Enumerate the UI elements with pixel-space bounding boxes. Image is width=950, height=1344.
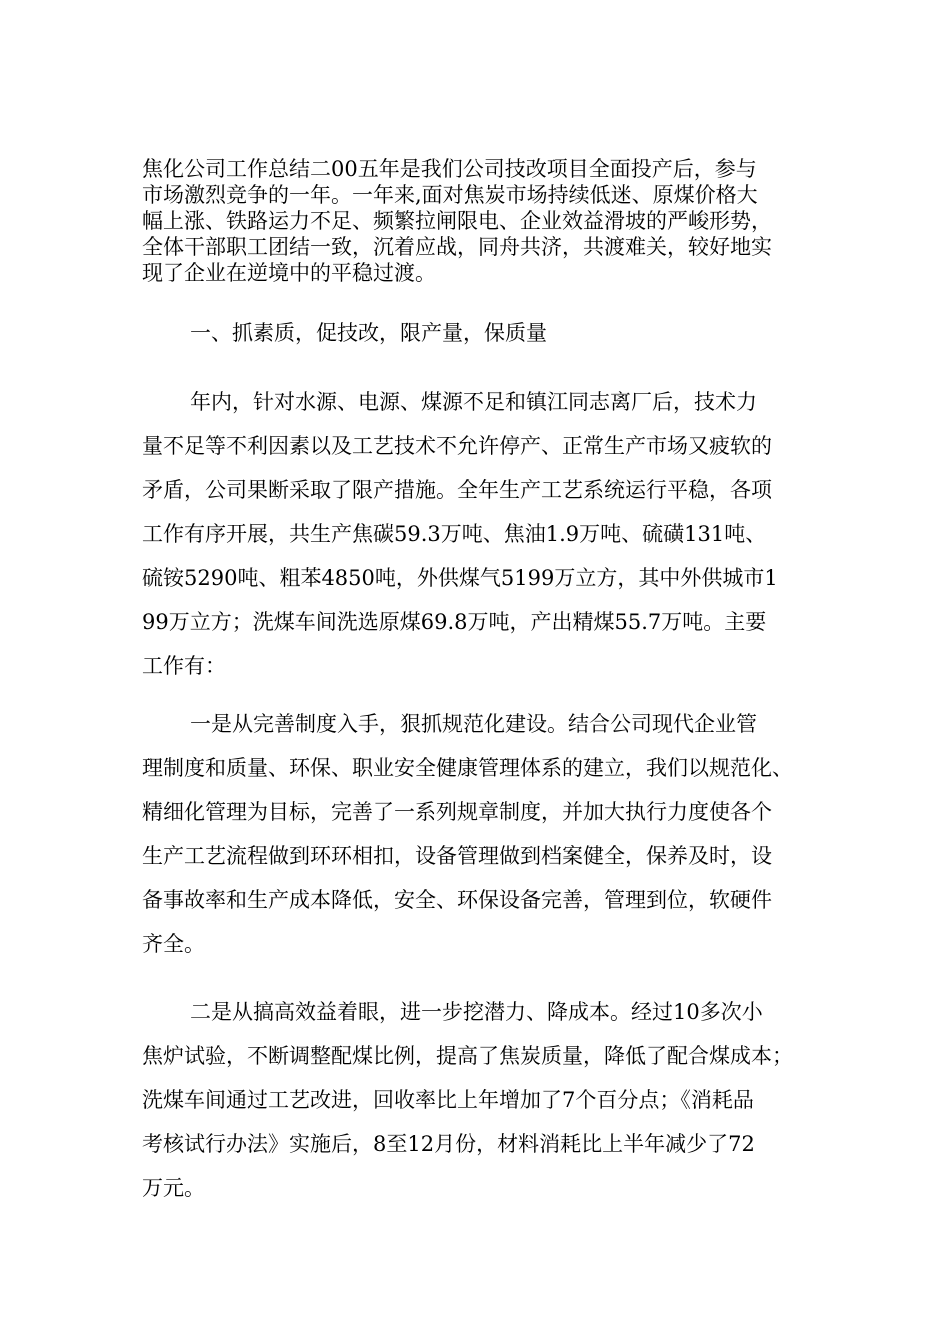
paragraph-line: 工作有： [142,654,226,678]
paragraph-efficiency [142,990,822,1210]
paragraph-line: 硫铵5290吨、粗苯4850吨，外供煤气5199万立方，其中外供城市1 [142,566,778,590]
paragraph-line: 年内，针对水源、电源、煤源不足和镇江同志离厂后，技术力 [190,390,757,414]
paragraph-line: 一是从完善制度入手，狠抓规范化建设。结合公司现代企业管 [190,712,757,736]
paragraph-line: 理制度和质量、环保、职业安全健康管理体系的建立，我们以规范化、 [142,756,793,780]
paragraph-line: 工作有序开展，共生产焦碳59.3万吨、焦油1.9万吨、硫磺131吨、 [142,522,767,546]
intro-paragraph [142,156,822,286]
paragraph-line: 洗煤车间通过工艺改进，回收率比上年增加了7个百分点；《消耗品 [142,1088,754,1112]
paragraph-line: 99万立方；洗煤车间洗选原煤69.8万吨，产出精煤55.7万吨。主要 [142,610,767,634]
paragraph-production [142,380,822,688]
paragraph-line: 生产工艺流程做到环环相扣，设备管理做到档案健全，保养及时，设 [142,844,772,868]
paragraph-line: 焦炉试验，不断调整配煤比例，提高了焦炭质量，降低了配合煤成本； [142,1044,793,1068]
intro-line: 幅上涨、铁路运力不足、频繁拉闸限电、企业效益滑坡的严峻形势， [142,209,772,233]
intro-line: 现了企业在逆境中的平稳过渡。 [142,261,436,285]
paragraph-line: 精细化管理为目标，完善了一系列规章制度，并加大执行力度使各个 [142,800,772,824]
paragraph-line: 二是从搞高效益着眼，进一步挖潜力、降成本。经过10多次小 [190,1000,763,1024]
paragraph-line: 万元。 [142,1176,205,1200]
intro-line: 全体干部职工团结一致，沉着应战，同舟共济，共渡难关，较好地实 [142,235,772,259]
section-heading: 一、抓素质，促技改，限产量，保质量 [190,321,547,345]
intro-line: 市场激烈竞争的一年。一年来,面对焦炭市场持续低迷、原煤价格大 [142,183,758,207]
paragraph-line: 备事故率和生产成本降低，安全、环保设备完善，管理到位，软硬件 [142,888,772,912]
paragraph-line: 量不足等不利因素以及工艺技术不允许停产、正常生产市场又疲软的 [142,434,772,458]
paragraph-line: 齐全。 [142,932,205,956]
paragraph-line: 矛盾，公司果断采取了限产措施。全年生产工艺系统运行平稳，各项 [142,478,772,502]
paragraph-line: 考核试行办法》实施后，8至12月份，材料消耗比上半年减少了72 [142,1132,755,1156]
intro-line: 焦化公司工作总结二00五年是我们公司技改项目全面投产后，参与 [142,157,757,181]
paragraph-regulation [142,702,822,966]
